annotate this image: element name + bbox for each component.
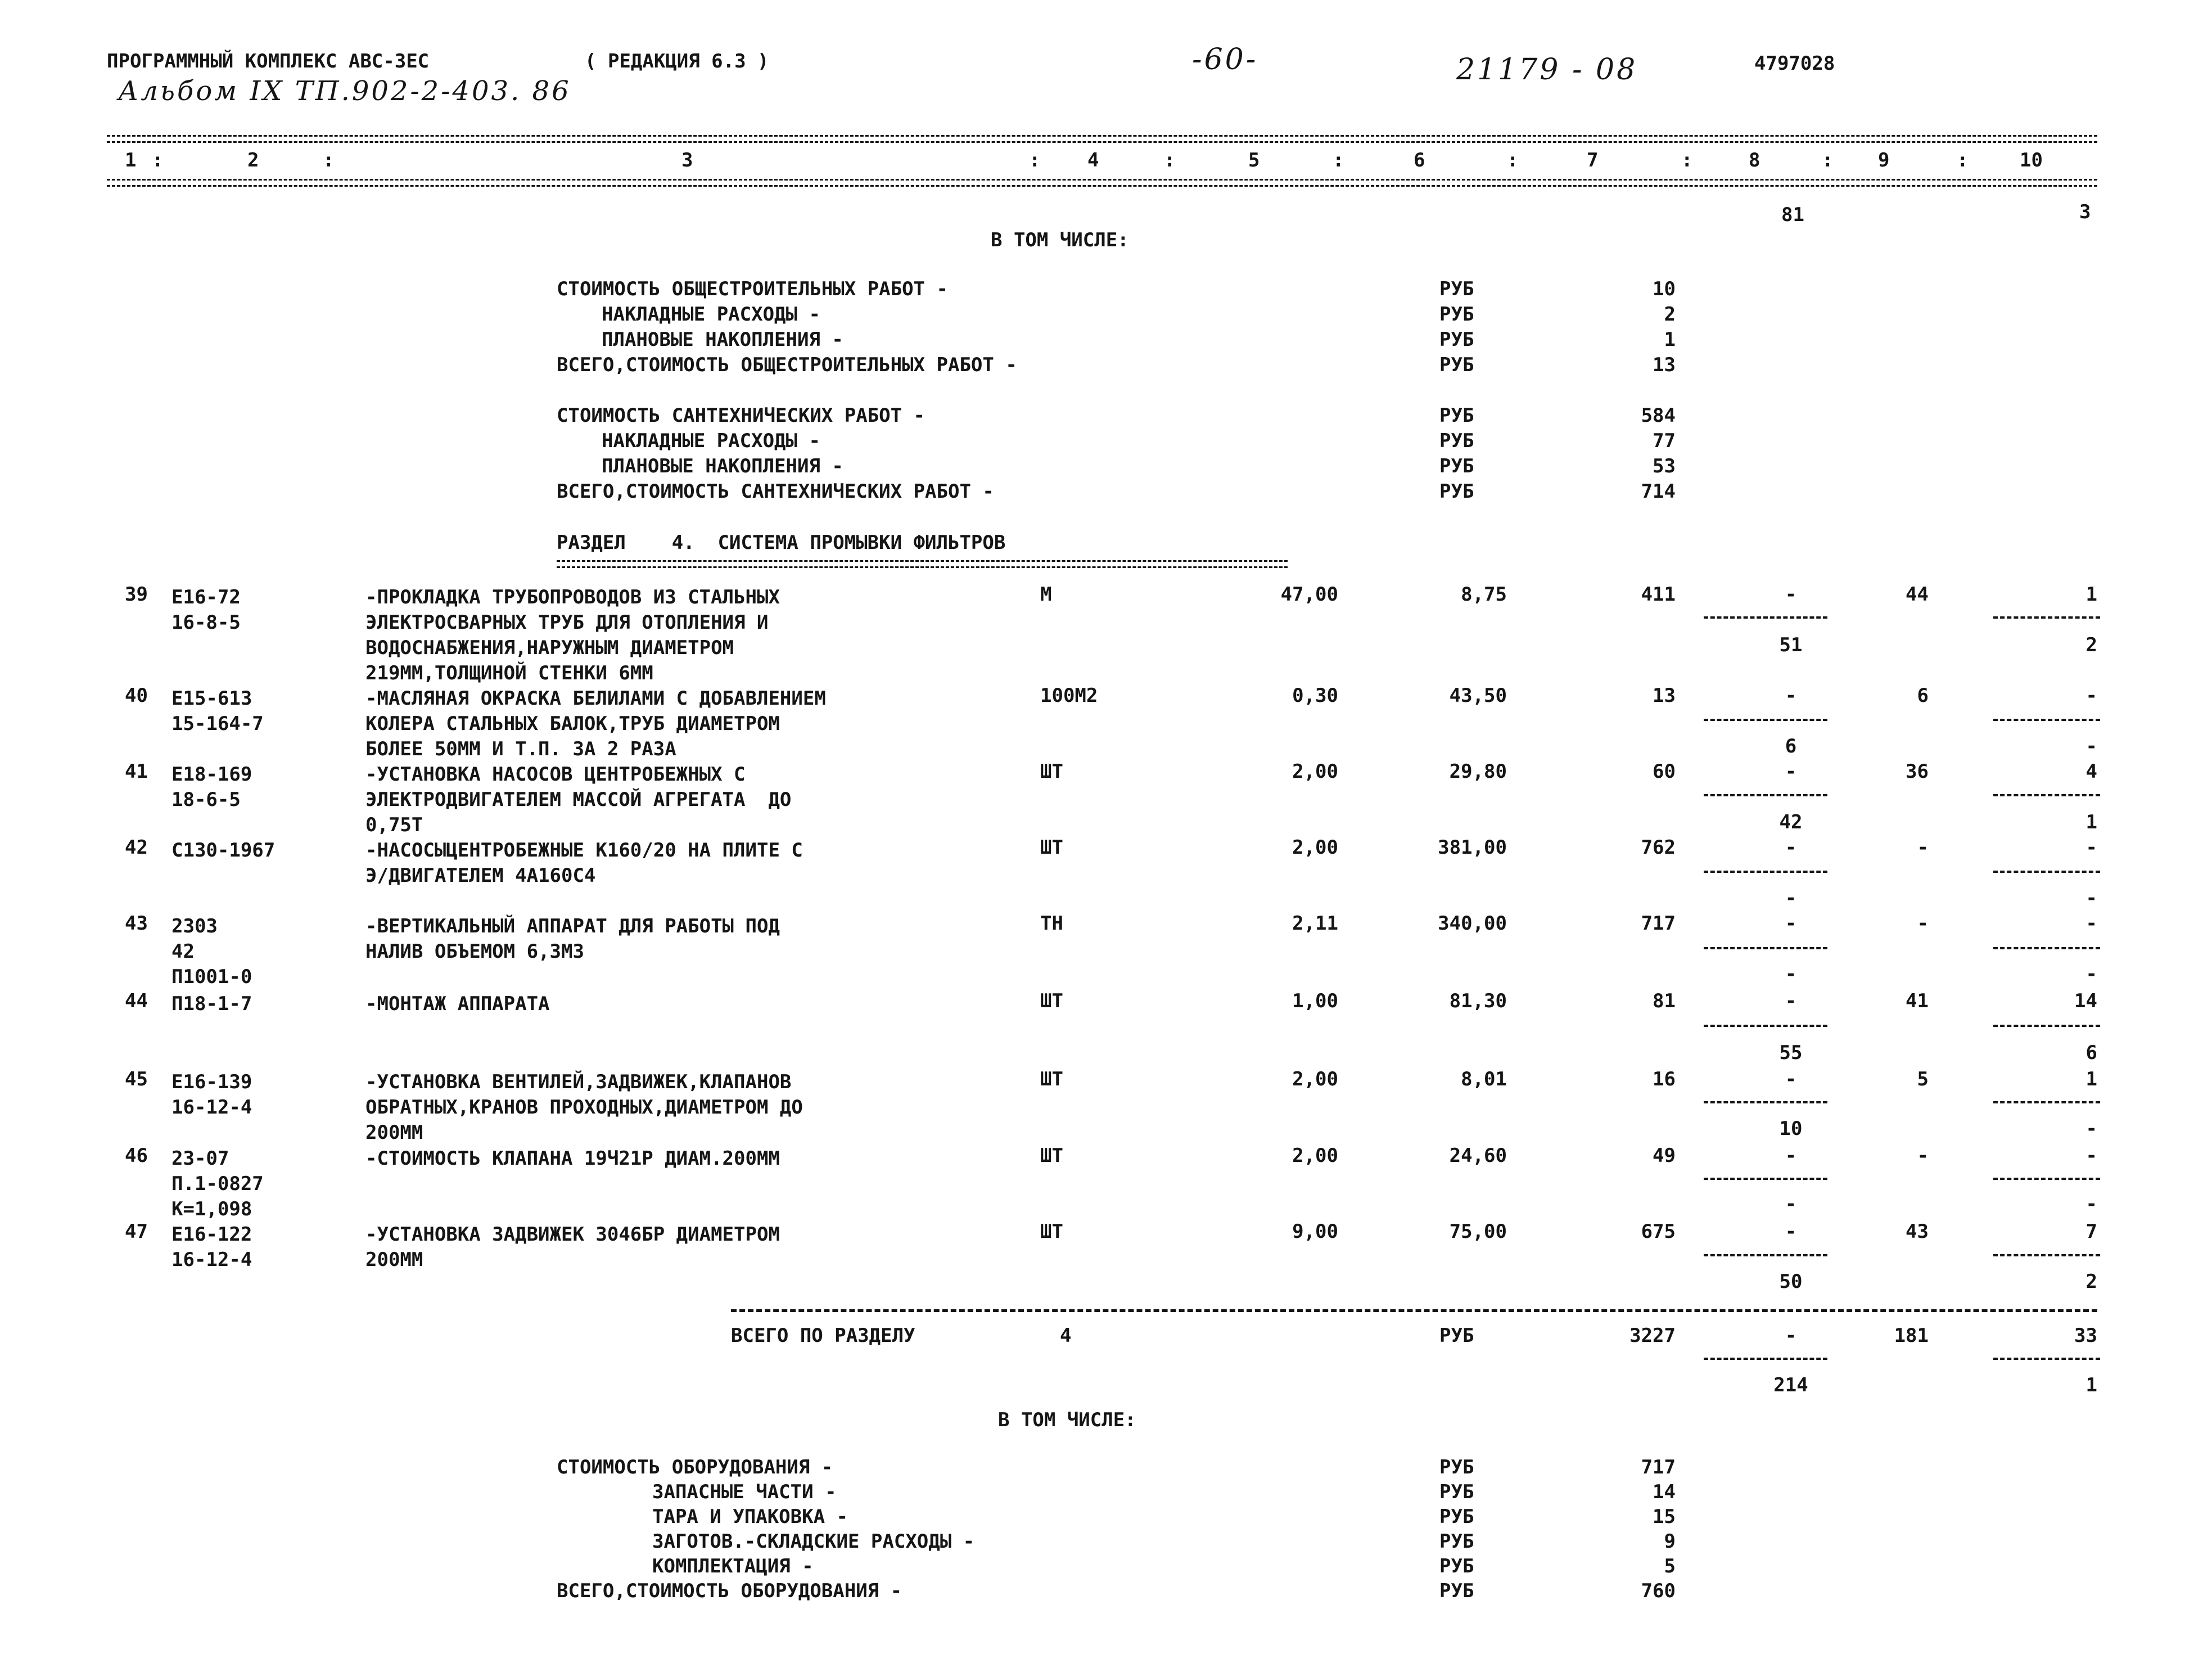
- equipment-value: 717: [1641, 1456, 1676, 1479]
- row-col8-top: -: [1785, 1068, 1797, 1090]
- equipment-label: КОМПЛЕКТАЦИЯ -: [652, 1555, 814, 1578]
- total-col8-bottom: 214: [1773, 1374, 1808, 1396]
- cell-divider: [1993, 1178, 2100, 1180]
- row-rate-code: П18-1-7: [171, 993, 252, 1015]
- row-col9: 36: [1906, 760, 1929, 783]
- row-col8-top: -: [1785, 684, 1797, 707]
- summary-unit: РУБ: [1439, 480, 1474, 503]
- row-col10-top: -: [2085, 1144, 2097, 1167]
- summary-unit: РУБ: [1439, 455, 1474, 477]
- edition-label: ( РЕДАКЦИЯ 6.3 ): [585, 50, 769, 73]
- row-col8-bottom: -: [1785, 1193, 1797, 1215]
- summary-label: НАКЛАДНЫЕ РАСХОДЫ -: [602, 303, 820, 326]
- column-number: 3: [681, 149, 693, 172]
- row-description: -МОНТАЖ АППАРАТА: [365, 993, 550, 1015]
- row-total: 60: [1653, 760, 1676, 783]
- row-number: 45: [125, 1068, 148, 1090]
- row-total: 675: [1641, 1220, 1676, 1243]
- including-heading: В ТОМ ЧИСЛЕ:: [991, 229, 1129, 251]
- summary-value: 714: [1641, 480, 1676, 503]
- row-number: 44: [125, 990, 148, 1012]
- row-unit: ШТ: [1040, 1220, 1063, 1243]
- row-quantity: 2,11: [1292, 912, 1338, 935]
- row-number: 42: [125, 836, 148, 859]
- row-col8-bottom: 10: [1779, 1117, 1803, 1140]
- summary-label: ПЛАНОВЫЕ НАКОПЛЕНИЯ -: [602, 328, 843, 351]
- column-number: 9: [1878, 149, 1890, 172]
- cell-divider: [1704, 616, 1827, 619]
- row-col9: -: [1917, 1144, 1929, 1167]
- equipment-value: 9: [1664, 1530, 1676, 1553]
- summary-value: 2: [1664, 303, 1676, 326]
- summary-label: ПЛАНОВЫЕ НАКОПЛЕНИЯ -: [602, 455, 843, 477]
- row-description: -НАСОСЫЦЕНТРОБЕЖНЫЕ К160/20 НА ПЛИТЕ С Э/ДВИГАТЕЛЕМ 4А160С4: [365, 839, 803, 887]
- row-unit-price: 8,01: [1461, 1068, 1507, 1090]
- row-unit: ШТ: [1040, 836, 1063, 859]
- total-section-number: 4: [1060, 1324, 1072, 1347]
- row-description: -СТОИМОСТЬ КЛАПАНА 19Ч21Р ДИАМ.200ММ: [365, 1147, 780, 1170]
- row-col10-top: -: [2085, 684, 2097, 707]
- cell-divider: [1704, 794, 1827, 796]
- row-number: 43: [125, 912, 148, 935]
- row-quantity: 1,00: [1292, 990, 1338, 1012]
- row-col10-top: 7: [2085, 1220, 2097, 1243]
- row-rate-code: Е15-613 15-164-7: [171, 687, 264, 735]
- row-col10-bottom: -: [2085, 735, 2097, 758]
- row-unit-price: 381,00: [1438, 836, 1507, 859]
- equipment-label: ЗАПАСНЫЕ ЧАСТИ -: [652, 1481, 837, 1503]
- cell-divider: [1993, 947, 2100, 949]
- row-col10-top: 14: [2074, 990, 2097, 1012]
- row-unit: 100М2: [1040, 684, 1098, 707]
- equipment-unit: РУБ: [1439, 1555, 1474, 1578]
- row-col10-bottom: -: [2085, 1117, 2097, 1140]
- row-col9: -: [1917, 912, 1929, 935]
- row-col10-bottom: 1: [2085, 811, 2097, 833]
- cell-divider: [1704, 1025, 1827, 1027]
- row-col10-top: 1: [2085, 583, 2097, 606]
- row-col8-bottom: -: [1785, 887, 1797, 909]
- equipment-unit: РУБ: [1439, 1481, 1474, 1503]
- equipment-value: 760: [1641, 1580, 1676, 1602]
- row-col9: 43: [1906, 1220, 1929, 1243]
- summary-label: ВСЕГО,СТОИМОСТЬ ОБЩЕСТРОИТЕЛЬНЫХ РАБОТ -: [557, 354, 1017, 376]
- equipment-label: СТОИМОСТЬ ОБОРУДОВАНИЯ -: [557, 1456, 833, 1479]
- cell-divider: [1704, 947, 1827, 949]
- row-quantity: 2,00: [1292, 760, 1338, 783]
- column-number: 8: [1749, 149, 1760, 172]
- row-col8-top: -: [1785, 583, 1797, 606]
- cell-divider: [1704, 871, 1827, 873]
- row-col8-bottom: 42: [1779, 811, 1803, 833]
- row-number: 39: [125, 583, 148, 606]
- summary-value: 77: [1653, 430, 1676, 452]
- equipment-unit: РУБ: [1439, 1580, 1474, 1602]
- row-col8-top: -: [1785, 1220, 1797, 1243]
- row-quantity: 9,00: [1292, 1220, 1338, 1243]
- row-quantity: 2,00: [1292, 836, 1338, 859]
- row-col8-bottom: 50: [1779, 1270, 1803, 1293]
- row-col8-top: -: [1785, 836, 1797, 859]
- row-number: 41: [125, 760, 148, 783]
- row-col9: 41: [1906, 990, 1929, 1012]
- row-description: -МАСЛЯНАЯ ОКРАСКА БЕЛИЛАМИ С ДОБАВЛЕНИЕМ КОЛЕРА СТАЛЬНЫХ БАЛОК,ТРУБ ДИАМЕТРОМ БОЛЕЕ 50ММ И Т.П. ЗА 2 РАЗА: [365, 687, 826, 760]
- row-col10-top: 4: [2085, 760, 2097, 783]
- row-rate-code: 23-07 П.1-0827 К=1,098: [171, 1147, 264, 1220]
- row-unit-price: 75,00: [1449, 1220, 1507, 1243]
- total-col10-bottom: 1: [2085, 1374, 2097, 1396]
- row-quantity: 2,00: [1292, 1144, 1338, 1167]
- equipment-unit: РУБ: [1439, 1506, 1474, 1528]
- row-quantity: 47,00: [1280, 583, 1338, 606]
- row-col8-top: -: [1785, 990, 1797, 1012]
- column-number: 2: [247, 149, 259, 172]
- row-col8-bottom: 51: [1779, 634, 1803, 656]
- row-description: -УСТАНОВКА ЗАДВИЖЕК 3046БР ДИАМЕТРОМ 200ММ: [365, 1223, 780, 1271]
- row-unit-price: 340,00: [1438, 912, 1507, 935]
- equipment-label: ТАРА И УПАКОВКА -: [652, 1506, 848, 1528]
- total-label: ВСЕГО ПО РАЗДЕЛУ: [731, 1324, 915, 1347]
- row-col10-bottom: -: [2085, 963, 2097, 985]
- row-col8-bottom: 55: [1779, 1042, 1803, 1064]
- total-rule: [731, 1309, 2097, 1312]
- row-col10-bottom: -: [2085, 887, 2097, 909]
- cell-divider: [1993, 1025, 2100, 1027]
- summary-unit: РУБ: [1439, 404, 1474, 427]
- document-number: 21179 - 08: [1456, 53, 1638, 87]
- row-unit: ШТ: [1040, 990, 1063, 1012]
- row-col9: -: [1917, 836, 1929, 859]
- row-total: 762: [1641, 836, 1676, 859]
- total-unit: РУБ: [1439, 1324, 1474, 1347]
- column-separator: :: [323, 149, 335, 172]
- row-rate-code: Е16-122 16-12-4: [171, 1223, 252, 1271]
- summary-label: НАКЛАДНЫЕ РАСХОДЫ -: [602, 430, 820, 452]
- column-separator: :: [1333, 149, 1344, 172]
- row-rate-code: С130-1967: [171, 839, 276, 862]
- summary-unit: РУБ: [1439, 430, 1474, 452]
- equipment-unit: РУБ: [1439, 1456, 1474, 1479]
- row-total: 81: [1653, 990, 1676, 1012]
- row-col10-top: -: [2085, 912, 2097, 935]
- row-number: 46: [125, 1144, 148, 1167]
- row-col10-top: 1: [2085, 1068, 2097, 1090]
- row-unit: ШТ: [1040, 760, 1063, 783]
- row-rate-code: Е16-72 16-8-5: [171, 586, 241, 634]
- row-total: 13: [1653, 684, 1676, 707]
- row-unit-price: 43,50: [1449, 684, 1507, 707]
- row-col9: 6: [1917, 684, 1929, 707]
- row-col8-top: -: [1785, 760, 1797, 783]
- summary-unit: РУБ: [1439, 328, 1474, 351]
- column-number: 7: [1587, 149, 1599, 172]
- row-description: -УСТАНОВКА ВЕНТИЛЕЙ,ЗАДВИЖЕК,КЛАПАНОВ ОБРАТНЫХ,КРАНОВ ПРОХОДНЫХ,ДИАМЕТРОМ ДО 200ММ: [365, 1071, 803, 1144]
- row-col9: 44: [1906, 583, 1929, 606]
- row-rate-code: Е16-139 16-12-4: [171, 1071, 252, 1119]
- section-title-underline: [557, 560, 1288, 568]
- row-col8-bottom: 6: [1785, 735, 1797, 758]
- album-reference: Альбом IX ТП.902-2-403. 86: [118, 75, 571, 107]
- total-col10-top: 33: [2074, 1324, 2097, 1347]
- row-unit: ТН: [1040, 912, 1063, 935]
- total-col9: 181: [1894, 1324, 1929, 1347]
- header-bottom-rule: [107, 179, 2097, 187]
- row-total: 717: [1641, 912, 1676, 935]
- summary-value: 10: [1653, 278, 1676, 300]
- header-top-rule: [107, 135, 2097, 143]
- top-col8-value: 81: [1781, 204, 1804, 226]
- summary-value: 53: [1653, 455, 1676, 477]
- row-col8-bottom: -: [1785, 963, 1797, 985]
- row-col10-bottom: 2: [2085, 634, 2097, 656]
- row-rate-code: 2303 42 П1001-0: [171, 915, 252, 988]
- top-col10-value: 3: [2079, 201, 2091, 223]
- equipment-label: ВСЕГО,СТОИМОСТЬ ОБОРУДОВАНИЯ -: [557, 1580, 902, 1602]
- cell-divider: [1993, 1358, 2100, 1360]
- summary-value: 13: [1653, 354, 1676, 376]
- row-col8-top: -: [1785, 1144, 1797, 1167]
- column-separator: :: [152, 149, 164, 172]
- row-total: 16: [1653, 1068, 1676, 1090]
- row-total: 411: [1641, 583, 1676, 606]
- row-unit-price: 8,75: [1461, 583, 1507, 606]
- row-unit-price: 29,80: [1449, 760, 1507, 783]
- summary-value: 584: [1641, 404, 1676, 427]
- cell-divider: [1704, 1358, 1827, 1360]
- equipment-label: ЗАГОТОВ.-СКЛАДСКИЕ РАСХОДЫ -: [652, 1530, 975, 1553]
- row-col8-top: -: [1785, 912, 1797, 935]
- summary-unit: РУБ: [1439, 354, 1474, 376]
- document-code: 4797028: [1754, 52, 1835, 75]
- row-description: -ВЕРТИКАЛЬНЫЙ АППАРАТ ДЛЯ РАБОТЫ ПОД НАЛИВ ОБЪЕМОМ 6,3М3: [365, 915, 780, 963]
- summary-label: СТОИМОСТЬ САНТЕХНИЧЕСКИХ РАБОТ -: [557, 404, 926, 427]
- summary-value: 1: [1664, 328, 1676, 351]
- cell-divider: [1993, 616, 2100, 619]
- summary-unit: РУБ: [1439, 303, 1474, 326]
- cell-divider: [1704, 1101, 1827, 1103]
- program-name: ПРОГРАММНЫЙ КОМПЛЕКС АВС-3ЕС: [107, 50, 430, 73]
- equipment-including-heading: В ТОМ ЧИСЛЕ:: [998, 1409, 1136, 1431]
- row-quantity: 0,30: [1292, 684, 1338, 707]
- column-separator: :: [1822, 149, 1834, 172]
- row-col10-bottom: 6: [2085, 1042, 2097, 1064]
- cell-divider: [1993, 794, 2100, 796]
- row-quantity: 2,00: [1292, 1068, 1338, 1090]
- cell-divider: [1704, 719, 1827, 721]
- equipment-value: 5: [1664, 1555, 1676, 1578]
- row-col9: 5: [1917, 1068, 1929, 1090]
- equipment-value: 15: [1653, 1506, 1676, 1528]
- row-unit: ШТ: [1040, 1068, 1063, 1090]
- column-number: 10: [2020, 149, 2043, 172]
- cell-divider: [1993, 719, 2100, 721]
- row-total: 49: [1653, 1144, 1676, 1167]
- cell-divider: [1993, 1101, 2100, 1103]
- row-description: -УСТАНОВКА НАСОСОВ ЦЕНТРОБЕЖНЫХ С ЭЛЕКТРОДВИГАТЕЛЕМ МАССОЙ АГРЕГАТА ДО 0,75Т: [365, 763, 792, 836]
- cell-divider: [1993, 1254, 2100, 1256]
- column-separator: :: [1957, 149, 1969, 172]
- column-number: 1: [125, 149, 137, 172]
- equipment-value: 14: [1653, 1481, 1676, 1503]
- total-value: 3227: [1629, 1324, 1676, 1347]
- cell-divider: [1993, 871, 2100, 873]
- summary-unit: РУБ: [1439, 278, 1474, 300]
- total-col8-top: -: [1785, 1324, 1797, 1347]
- row-number: 47: [125, 1220, 148, 1243]
- row-unit-price: 24,60: [1449, 1144, 1507, 1167]
- column-separator: :: [1507, 149, 1519, 172]
- row-number: 40: [125, 684, 148, 707]
- column-separator: :: [1681, 149, 1693, 172]
- row-col10-top: -: [2085, 836, 2097, 859]
- row-col10-bottom: -: [2085, 1193, 2097, 1215]
- section-4-title: РАЗДЕЛ 4. СИСТЕМА ПРОМЫВКИ ФИЛЬТРОВ: [557, 531, 1006, 554]
- page-number: -60-: [1192, 43, 1258, 76]
- row-unit: М: [1040, 583, 1052, 606]
- row-unit-price: 81,30: [1449, 990, 1507, 1012]
- row-unit: ШТ: [1040, 1144, 1063, 1167]
- column-number: 5: [1248, 149, 1260, 172]
- row-col10-bottom: 2: [2085, 1270, 2097, 1293]
- cell-divider: [1704, 1178, 1827, 1180]
- row-description: -ПРОКЛАДКА ТРУБОПРОВОДОВ ИЗ СТАЛЬНЫХ ЭЛЕКТРОСВАРНЫХ ТРУБ ДЛЯ ОТОПЛЕНИЯ И ВОДОСНАБЖЕНИЯ,НАРУЖНЫМ ДИАМЕТРОМ 219ММ,ТОЛЩИНОЙ СТЕНКИ 6ММ: [365, 586, 780, 684]
- column-number: 4: [1087, 149, 1099, 172]
- cell-divider: [1704, 1254, 1827, 1256]
- summary-label: ВСЕГО,СТОИМОСТЬ САНТЕХНИЧЕСКИХ РАБОТ -: [557, 480, 994, 503]
- column-separator: :: [1029, 149, 1041, 172]
- column-separator: :: [1164, 149, 1176, 172]
- row-rate-code: Е18-169 18-6-5: [171, 763, 252, 811]
- column-number: 6: [1414, 149, 1425, 172]
- summary-label: СТОИМОСТЬ ОБЩЕСТРОИТЕЛЬНЫХ РАБОТ -: [557, 278, 948, 300]
- equipment-unit: РУБ: [1439, 1530, 1474, 1553]
